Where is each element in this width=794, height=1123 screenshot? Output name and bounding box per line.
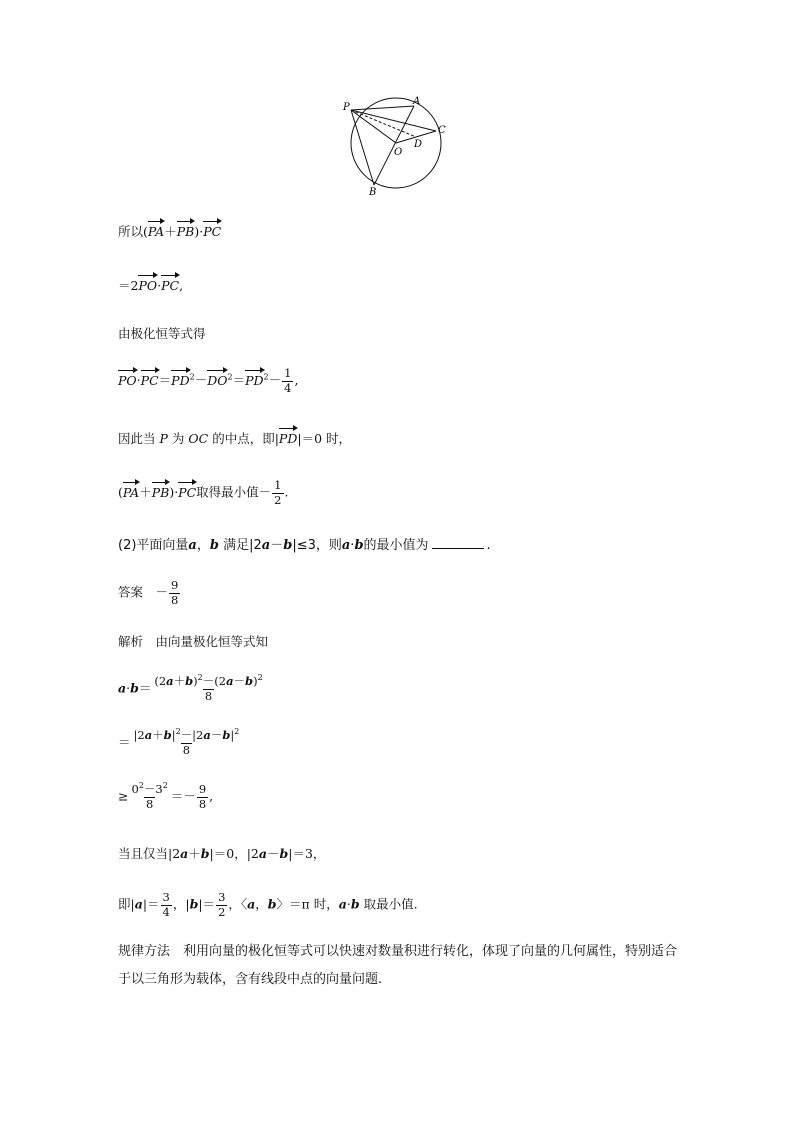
- line-polar-identity: 由极化恒等式得: [118, 326, 206, 341]
- formula-abs: ＝ $\frac{|2a+b|^2-|2a-b|^2}{8}$: [118, 727, 240, 757]
- segment-ab: [374, 106, 414, 185]
- line-min-value: (PA＋PB)·PC取得最小值－ $\frac{1}{2}$ .: [118, 478, 289, 507]
- label-d: D: [414, 139, 423, 150]
- question-2: (2)平面向量a，b 满足|2a－b|≤3，则a·b的最小值为 .: [118, 538, 491, 553]
- result-line: 即|a|＝ $\frac{3}{4}$ ，|b|＝ $\frac{3}{2}$ ，〈a，b〉＝π 时，a·b 取最小值.: [118, 890, 418, 919]
- method-paragraph: 规律方法 利用向量的极化恒等式可以快速对数量积进行转化，体现了向量的几何属性，特别适合于以三角形为载体，含有线段中点的向量问题.: [118, 944, 678, 987]
- jiexi-line: 解析 由向量极化恒等式知: [118, 634, 269, 649]
- segment-pa: [351, 106, 414, 110]
- formula-ab: a·b＝ $\frac{(2a+b)^2-(2a-b)^2}{8}$: [118, 673, 263, 703]
- label-p: P: [343, 102, 350, 113]
- line-yinci: 因此当 P 为 OC 的中点，即|PD|＝0 时，: [118, 431, 351, 446]
- line-po-pc-formula: $PO\cdot PC=PD^2-DO^2=PD^2-$ $\frac{1}{4}$ ,: [118, 366, 299, 395]
- formula-geq: ≥ $\frac{0^2-3^2}{8}$ ＝－ $\frac{9}{8}$ ,: [118, 781, 214, 811]
- label-b: B: [369, 187, 377, 198]
- condition-line: 当且仅当|2a＋b|＝0，|2a－b|＝3，: [118, 846, 326, 861]
- segment-po: [351, 110, 396, 143]
- label-c: C: [438, 125, 446, 136]
- geometry-figure: [338, 92, 456, 200]
- answer-line: 答案 － $\frac{9}{8}$: [118, 578, 179, 607]
- label-a: A: [413, 96, 421, 107]
- line-2po-pc: ＝2PO·PC,: [118, 278, 184, 293]
- line-suoyi: 所以(PA＋PB)·PC: [118, 224, 222, 239]
- answer-blank: [432, 538, 484, 549]
- label-o: O: [394, 147, 403, 158]
